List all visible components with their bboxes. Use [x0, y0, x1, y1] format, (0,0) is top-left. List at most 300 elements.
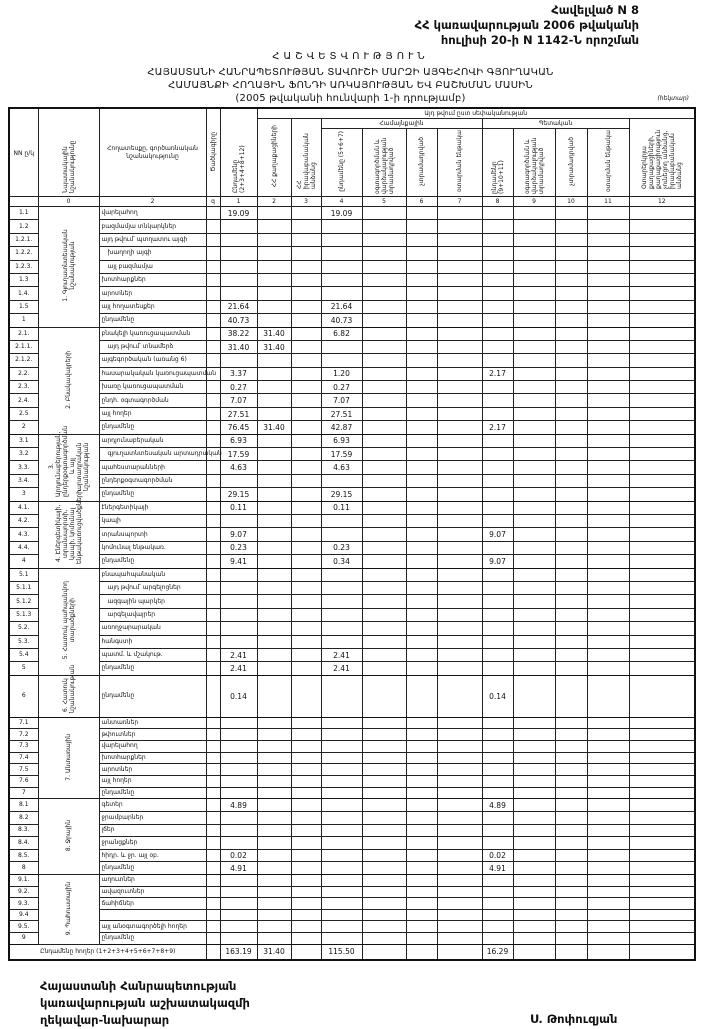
table-row — [9, 608, 695, 621]
value-cell-c2 — [257, 717, 291, 729]
value-cell-c12 — [629, 824, 695, 837]
value-cell-c11 — [587, 327, 629, 340]
value-cell-c7 — [437, 729, 482, 741]
value-cell-c6 — [406, 729, 437, 741]
value-cell-c9 — [513, 247, 555, 260]
value-cell-c9 — [513, 434, 555, 447]
value-cell-c2 — [257, 764, 291, 776]
value-cell-c10 — [555, 247, 587, 260]
value-cell-c2: 31.40 — [257, 340, 291, 353]
category-label: 7. Անտառային — [65, 733, 72, 781]
value-cell-c10 — [555, 354, 587, 367]
code-cell — [206, 207, 220, 220]
value-cell-c4 — [321, 921, 362, 933]
value-cell-c3 — [291, 812, 321, 825]
row-number: 8 — [9, 862, 38, 875]
header-c10 — [555, 129, 587, 197]
total-value-c5 — [362, 944, 406, 960]
row-number: 9.2. — [9, 886, 38, 898]
value-cell-c7 — [437, 909, 482, 921]
value-cell-c6 — [406, 367, 437, 380]
value-cell-c10 — [555, 381, 587, 394]
value-cell-c11 — [587, 862, 629, 875]
code-cell — [206, 461, 220, 474]
value-cell-c3 — [291, 776, 321, 788]
row-number: 7.3 — [9, 741, 38, 753]
row-number: 1.2.2. — [9, 247, 38, 260]
value-cell-c2 — [257, 862, 291, 875]
value-cell-c1: 0.23 — [220, 541, 257, 554]
value-cell-c2 — [257, 622, 291, 635]
value-cell-c2 — [257, 233, 291, 246]
value-cell-c10 — [555, 233, 587, 246]
value-cell-c11 — [587, 675, 629, 717]
value-cell-c7 — [437, 862, 482, 875]
land-type-name: այգեգործական (առանց 6) — [99, 354, 206, 367]
value-cell-c8 — [482, 776, 513, 788]
land-type-name: ընդամենը — [99, 862, 206, 875]
value-cell-c6 — [406, 233, 437, 246]
value-cell-c3 — [291, 394, 321, 407]
land-type-name: այդ թվում՝ արգելոցներ — [99, 581, 206, 594]
table-row — [9, 354, 695, 367]
value-cell-c5 — [362, 875, 406, 887]
footer-position — [40, 978, 250, 1029]
value-cell-c8 — [482, 233, 513, 246]
value-cell-c10 — [555, 448, 587, 461]
table-row — [9, 717, 695, 729]
value-cell-c3 — [291, 799, 321, 812]
value-cell-c5 — [362, 273, 406, 286]
value-cell-c11 — [587, 729, 629, 741]
value-cell-c5 — [362, 741, 406, 753]
value-cell-c8 — [482, 581, 513, 594]
value-cell-c2 — [257, 501, 291, 514]
value-cell-c6 — [406, 528, 437, 541]
value-cell-c1 — [220, 635, 257, 648]
value-cell-c9 — [513, 787, 555, 799]
value-cell-c4 — [321, 528, 362, 541]
value-cell-c1 — [220, 909, 257, 921]
value-cell-c2 — [257, 921, 291, 933]
row-number: 8.1 — [9, 799, 38, 812]
value-cell-c3 — [291, 898, 321, 910]
table-row — [9, 448, 695, 461]
value-cell-c12 — [629, 541, 695, 554]
value-cell-c10 — [555, 741, 587, 753]
header-code-label: Ծածկագիրը — [209, 131, 217, 172]
land-type-name: ընդերքօգտագործման — [99, 474, 206, 487]
table-row — [9, 340, 695, 353]
land-type-name: այլ հողատեսքեր — [99, 300, 206, 313]
value-cell-c3 — [291, 354, 321, 367]
table-row — [9, 528, 695, 541]
table-row — [9, 461, 695, 474]
value-cell-c1 — [220, 837, 257, 850]
category-cell — [38, 490, 99, 568]
value-cell-c7 — [437, 741, 482, 753]
value-cell-c5 — [362, 367, 406, 380]
value-cell-c10 — [555, 662, 587, 675]
value-cell-c3 — [291, 448, 321, 461]
value-cell-c7 — [437, 799, 482, 812]
value-cell-c2 — [257, 909, 291, 921]
row-number: 9.5. — [9, 921, 38, 933]
report-title-line2: ՀԱՄԱՅՆՔԻ ՀՈՂԱՅԻՆ ՖՈՆԴԻ ԱՌԿԱՅՈՒԹՅԱՆ ԵՎ ԲԱՇԽՄԱՆ ՄԱՍԻՆ — [168, 80, 533, 91]
value-cell-c2 — [257, 886, 291, 898]
value-cell-c5 — [362, 300, 406, 313]
total-value-c8: 16.29 — [482, 944, 513, 960]
value-cell-c9 — [513, 287, 555, 300]
value-cell-c1 — [220, 752, 257, 764]
value-cell-c3 — [291, 488, 321, 501]
code-cell — [206, 287, 220, 300]
value-cell-c4 — [321, 354, 362, 367]
value-cell-c1: 38.22 — [220, 327, 257, 340]
code-cell — [206, 247, 220, 260]
value-cell-c6 — [406, 220, 437, 233]
header-c8-label: ընդամենը (9+10+11) — [490, 159, 505, 194]
value-cell-c2 — [257, 898, 291, 910]
value-cell-c12 — [629, 555, 695, 568]
land-type-name: ազգային պարկեր — [99, 595, 206, 608]
land-type-name: այլ անօգտագործելի հողեր — [99, 921, 206, 933]
table-row — [9, 514, 695, 527]
category-cell — [38, 426, 99, 501]
value-cell-c8 — [482, 340, 513, 353]
value-cell-c2: 31.40 — [257, 327, 291, 340]
value-cell-c6 — [406, 421, 437, 434]
table-row — [9, 921, 695, 933]
value-cell-c6 — [406, 787, 437, 799]
table-header — [9, 108, 695, 207]
value-cell-c2 — [257, 581, 291, 594]
value-cell-c5 — [362, 717, 406, 729]
value-cell-c12 — [629, 875, 695, 887]
table-row — [9, 300, 695, 313]
land-type-name: ընդամենը — [99, 314, 206, 327]
value-cell-c6 — [406, 273, 437, 286]
value-cell-c7 — [437, 849, 482, 862]
column-number: 7 — [437, 197, 482, 207]
table-row — [9, 287, 695, 300]
column-number: 2 — [257, 197, 291, 207]
value-cell-c9 — [513, 448, 555, 461]
row-number: 3.4. — [9, 474, 38, 487]
table-row — [9, 648, 695, 661]
row-number: 5.1.2 — [9, 595, 38, 608]
value-cell-c12 — [629, 648, 695, 661]
value-cell-c4 — [321, 875, 362, 887]
value-cell-c11 — [587, 501, 629, 514]
value-cell-c2 — [257, 461, 291, 474]
code-cell — [206, 340, 220, 353]
value-cell-c10 — [555, 648, 587, 661]
value-cell-c8 — [482, 764, 513, 776]
category-label: 2. Բնակավայրերի — [65, 350, 72, 409]
value-cell-c7 — [437, 367, 482, 380]
value-cell-c8 — [482, 273, 513, 286]
code-cell — [206, 595, 220, 608]
value-cell-c11 — [587, 787, 629, 799]
value-cell-c6 — [406, 648, 437, 661]
value-cell-c1: 0.02 — [220, 849, 257, 862]
column-number: 8 — [482, 197, 513, 207]
signatory-name: Ս. Թոփուզյան — [530, 1012, 618, 1026]
land-type-name: արոտներ — [99, 764, 206, 776]
value-cell-c4 — [321, 514, 362, 527]
value-cell-c6 — [406, 541, 437, 554]
value-cell-c10 — [555, 273, 587, 286]
value-cell-c10 — [555, 921, 587, 933]
code-cell — [206, 764, 220, 776]
value-cell-c9 — [513, 407, 555, 420]
table-row — [9, 381, 695, 394]
land-type-name: գյուղատնտեսական արտադրական — [99, 448, 206, 461]
value-cell-c11 — [587, 367, 629, 380]
row-number: 5.1.1 — [9, 581, 38, 594]
value-cell-c4: 19.09 — [321, 207, 362, 220]
category-cell — [38, 207, 99, 328]
value-cell-c5 — [362, 648, 406, 661]
value-cell-c6 — [406, 635, 437, 648]
code-cell — [206, 581, 220, 594]
table-row — [9, 474, 695, 487]
header-c6-label: չտրամադրված — [418, 137, 425, 186]
code-cell — [206, 233, 220, 246]
value-cell-c11 — [587, 354, 629, 367]
value-cell-c6 — [406, 608, 437, 621]
value-cell-c2 — [257, 314, 291, 327]
value-cell-c1: 29.15 — [220, 488, 257, 501]
table-row — [9, 501, 695, 514]
value-cell-c7 — [437, 260, 482, 273]
value-cell-c8 — [482, 933, 513, 945]
land-type-name: բնակելի կառուցապատման — [99, 327, 206, 340]
land-type-name: խոտհարքներ — [99, 752, 206, 764]
value-cell-c10 — [555, 367, 587, 380]
value-cell-c8: 0.02 — [482, 849, 513, 862]
value-cell-c1 — [220, 568, 257, 581]
value-cell-c2 — [257, 514, 291, 527]
category-cell — [38, 568, 99, 675]
value-cell-c6 — [406, 354, 437, 367]
value-cell-c11 — [587, 909, 629, 921]
land-type-name: ճահիճներ — [99, 898, 206, 910]
land-type-name: գետեր — [99, 799, 206, 812]
value-cell-c7 — [437, 434, 482, 447]
code-cell — [206, 812, 220, 825]
column-number: 4 — [321, 197, 362, 207]
value-cell-c1 — [220, 608, 257, 621]
row-number: 5.3. — [9, 635, 38, 648]
value-cell-c2 — [257, 933, 291, 945]
row-number: 2.1.1. — [9, 340, 38, 353]
value-cell-c11 — [587, 875, 629, 887]
value-cell-c7 — [437, 776, 482, 788]
category-label: 5. Հատուկ պահպանվող տարածքների — [61, 581, 76, 660]
total-value-c9 — [513, 944, 555, 960]
row-number: 6 — [9, 675, 38, 717]
value-cell-c12 — [629, 233, 695, 246]
value-cell-c12 — [629, 340, 695, 353]
value-cell-c2 — [257, 394, 291, 407]
value-cell-c6 — [406, 862, 437, 875]
land-type-name: կոմունալ ենթակառ. — [99, 541, 206, 554]
value-cell-c4 — [321, 799, 362, 812]
table-row — [9, 752, 695, 764]
value-cell-c12 — [629, 862, 695, 875]
value-cell-c5 — [362, 622, 406, 635]
value-cell-c10 — [555, 875, 587, 887]
value-cell-c9 — [513, 729, 555, 741]
value-cell-c12 — [629, 287, 695, 300]
land-type-name: էներգետիկայի — [99, 501, 206, 514]
code-cell — [206, 541, 220, 554]
value-cell-c5 — [362, 608, 406, 621]
value-cell-c9 — [513, 474, 555, 487]
value-cell-c9 — [513, 799, 555, 812]
table-row — [9, 233, 695, 246]
value-cell-c12 — [629, 394, 695, 407]
land-fund-table — [8, 107, 696, 961]
column-number: 6 — [406, 197, 437, 207]
value-cell-c3 — [291, 764, 321, 776]
table-row — [9, 729, 695, 741]
value-cell-c11 — [587, 662, 629, 675]
value-cell-c3 — [291, 340, 321, 353]
value-cell-c2 — [257, 474, 291, 487]
code-cell — [206, 622, 220, 635]
land-type-name: պատմ. և մշակութ. — [99, 648, 206, 661]
value-cell-c4 — [321, 595, 362, 608]
value-cell-c7 — [437, 555, 482, 568]
value-cell-c10 — [555, 622, 587, 635]
value-cell-c1 — [220, 581, 257, 594]
value-cell-c1: 3.37 — [220, 367, 257, 380]
category-cell — [38, 717, 99, 799]
value-cell-c3 — [291, 568, 321, 581]
value-cell-c7 — [437, 287, 482, 300]
value-cell-c11 — [587, 394, 629, 407]
code-cell — [206, 260, 220, 273]
value-cell-c12 — [629, 595, 695, 608]
header-category-label: Նպատակային նշանակությունը — [61, 139, 76, 193]
value-cell-c4 — [321, 933, 362, 945]
value-cell-c8 — [482, 824, 513, 837]
value-cell-c11 — [587, 541, 629, 554]
value-cell-c6 — [406, 837, 437, 850]
value-cell-c6 — [406, 933, 437, 945]
value-cell-c7 — [437, 824, 482, 837]
table-row — [9, 207, 695, 220]
header-c8 — [482, 129, 513, 197]
value-cell-c5 — [362, 407, 406, 420]
value-cell-c9 — [513, 752, 555, 764]
value-cell-c7 — [437, 461, 482, 474]
value-cell-c2 — [257, 247, 291, 260]
value-cell-c3 — [291, 287, 321, 300]
value-cell-c5 — [362, 898, 406, 910]
row-number: 2.5 — [9, 407, 38, 420]
value-cell-c1: 6.93 — [220, 434, 257, 447]
value-cell-c4 — [321, 886, 362, 898]
value-cell-c4 — [321, 862, 362, 875]
value-cell-c7 — [437, 648, 482, 661]
value-cell-c6 — [406, 752, 437, 764]
value-cell-c4 — [321, 260, 362, 273]
value-cell-c2 — [257, 635, 291, 648]
value-cell-c12 — [629, 886, 695, 898]
value-cell-c11 — [587, 314, 629, 327]
value-cell-c6 — [406, 394, 437, 407]
value-cell-c4: 2.41 — [321, 648, 362, 661]
category-label: 4. Էներգետիկայի, տրանսպորտի, կապի, կոմունալ ենթակառուցվածքների — [54, 490, 83, 565]
value-cell-c6 — [406, 662, 437, 675]
value-cell-c7 — [437, 314, 482, 327]
value-cell-c9 — [513, 354, 555, 367]
row-number: 8.3. — [9, 824, 38, 837]
land-type-name: հասարակական կառուցապատման — [99, 367, 206, 380]
value-cell-c1 — [220, 764, 257, 776]
land-type-name: արգելավայրեր — [99, 608, 206, 621]
value-cell-c7 — [437, 407, 482, 420]
value-cell-c3 — [291, 581, 321, 594]
value-cell-c11 — [587, 514, 629, 527]
row-number: 8.2 — [9, 812, 38, 825]
value-cell-c3 — [291, 461, 321, 474]
value-cell-c3 — [291, 648, 321, 661]
code-cell — [206, 776, 220, 788]
value-cell-c8: 4.91 — [482, 862, 513, 875]
header-c3-label: ՀՀ իրավաբանական անձանց — [295, 132, 317, 189]
code-cell — [206, 407, 220, 420]
row-number: 1.4. — [9, 287, 38, 300]
value-cell-c2 — [257, 207, 291, 220]
header-c5-label: օգտագործման և վարձակալության տրամադրված — [373, 137, 395, 194]
value-cell-c1 — [220, 260, 257, 273]
value-cell-c2 — [257, 434, 291, 447]
code-cell — [206, 787, 220, 799]
value-cell-c12 — [629, 488, 695, 501]
value-cell-c2 — [257, 555, 291, 568]
value-cell-c10 — [555, 764, 587, 776]
value-cell-c3 — [291, 555, 321, 568]
row-number: 2 — [9, 421, 38, 434]
value-cell-c2 — [257, 812, 291, 825]
code-cell — [206, 273, 220, 286]
header-c5 — [362, 129, 406, 197]
value-cell-c11 — [587, 220, 629, 233]
value-cell-c9 — [513, 741, 555, 753]
table-row — [9, 886, 695, 898]
value-cell-c12 — [629, 407, 695, 420]
value-cell-c5 — [362, 581, 406, 594]
value-cell-c4 — [321, 741, 362, 753]
value-cell-c8 — [482, 729, 513, 741]
header-c4-label: ընդամենը (5+6+7) — [338, 131, 345, 192]
value-cell-c12 — [629, 300, 695, 313]
value-cell-c6 — [406, 514, 437, 527]
row-number: 1.2 — [9, 220, 38, 233]
total-row — [9, 944, 695, 960]
table-row — [9, 407, 695, 420]
total-value-c4: 115.50 — [321, 944, 362, 960]
value-cell-c12 — [629, 752, 695, 764]
value-cell-c5 — [362, 207, 406, 220]
code-cell — [206, 752, 220, 764]
header-c4 — [321, 129, 362, 197]
